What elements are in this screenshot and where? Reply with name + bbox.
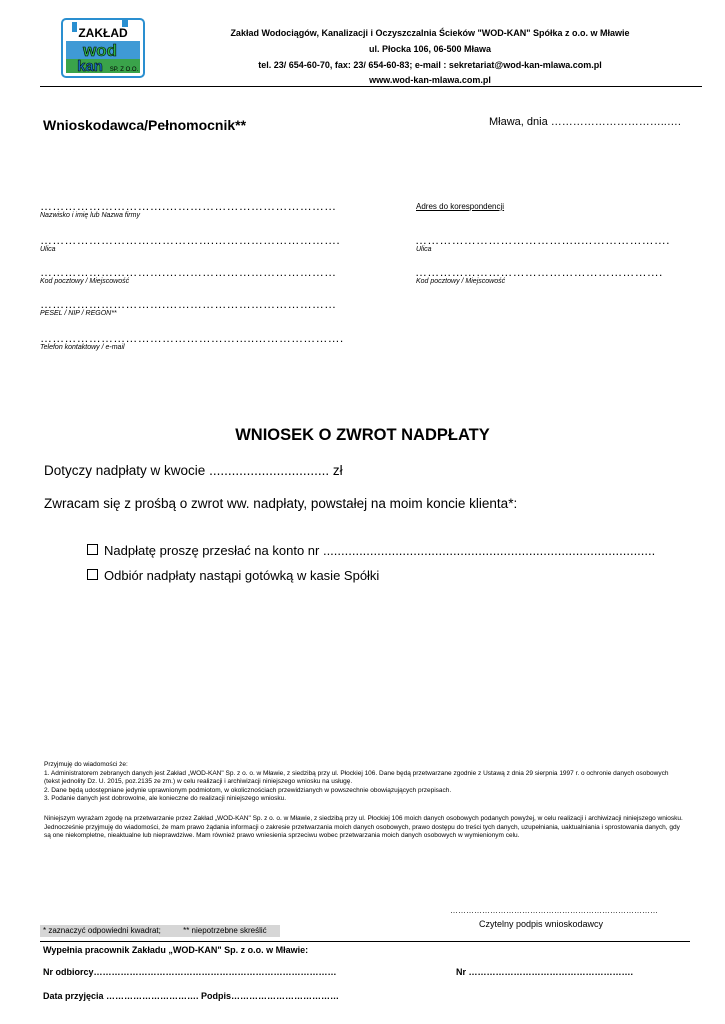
staff-heading: Wypełnia pracownik Zakładu „WOD-KAN" Sp. z o.o. w Mławie: (43, 945, 309, 955)
legal-notice (44, 761, 684, 804)
legal-point-2: 2. Dane będą udostępniane jedynie uprawnionym podmiotom, w okolicznościach przewidzianych w powszechnie obowiązujących przepisach. (44, 786, 452, 794)
name-field[interactable]: ………………………….…………………………………… (40, 199, 337, 213)
logo-wod-text: wod (83, 41, 117, 60)
applicant-heading: Wnioskodawca/Pełnomocnik** (43, 117, 247, 133)
pesel-nip-regon-field-caption: PESEL / NIP / REGON** (40, 310, 117, 317)
city-date-field[interactable]: Mława, dnia …………………………..…. (489, 116, 681, 128)
footnote-strike-note: ** niepotrzebne skreślić (183, 926, 267, 935)
receipt-date-sign-field[interactable]: Data przyjęcia …………………………. Podpis……………………………… (43, 991, 340, 1001)
cash-label: Odbiór nadpłaty nastąpi gotówką w kasie Spółki (104, 568, 380, 583)
footnote-bar (40, 925, 280, 937)
cash-checkbox[interactable] (87, 569, 98, 580)
amount-line[interactable]: Dotyczy nadpłaty w kwocie ................................ zł (44, 463, 343, 478)
logo-kan-text: kan (77, 58, 103, 75)
footnote-checkbox-note: * zaznaczyć odpowiedni kwadrat; (43, 926, 161, 935)
phone-email-field[interactable]: ……………………………………………..…………………. (40, 331, 344, 345)
company-logo (60, 17, 146, 79)
postal-city-field[interactable]: ………………………….…………………………………… (40, 265, 337, 279)
option-bank-transfer[interactable] (87, 543, 655, 558)
signature-caption: Czytelny podpis wnioskodawcy (479, 919, 604, 929)
corr-street-field-caption: Ulica (416, 246, 432, 253)
company-address: ul. Płocka 106, 06-500 Mława (368, 44, 492, 54)
street-field[interactable]: …………………………………….…………………………. (40, 233, 340, 247)
corr-street-field[interactable]: …………………………………..…………………. (415, 233, 670, 247)
staff-section-divider (40, 941, 690, 942)
correspondence-address-title: Adres do korespondencji (416, 202, 505, 211)
bank-transfer-checkbox[interactable] (87, 544, 98, 555)
logo-zaklad-text: ZAKŁAD (78, 26, 128, 40)
customer-number-field[interactable]: Nr odbiorcy……………………………………………………………………… (43, 967, 337, 977)
legal-point-1: 1. Administratorem zebranych danych jest Zakład „WOD-KAN" Sp. z o. o. w Mławie, z siedzibą przy ul. Płockiej 106. Dane będą przetwarzane zgodnie z Ustawą z dnia 29 sierpnia 1997 r. o ochronie danych osobowych (tekst jednolity Dz. U. 2015, poz.2135 ze zm.) w celu realizacji i archiwizacji niniejszego wniosku na usługę. (44, 769, 669, 786)
company-website: www.wod-kan-mlawa.com.pl (369, 75, 491, 85)
name-field-caption: Nazwisko i imię lub Nazwa firmy (40, 212, 140, 219)
request-line: Zwracam się z prośbą o zwrot ww. nadpłaty, powstałej na moim koncie klienta*: (44, 496, 518, 511)
bank-transfer-label: Nadpłatę proszę przesłać na konto nr ............................................................................................ (104, 543, 656, 558)
legal-intro: Przyjmuję do wiadomości że: (44, 761, 128, 768)
signature-field[interactable]: …………………………………………………………………… (450, 906, 658, 915)
street-field-caption: Ulica (40, 246, 56, 253)
header-divider (40, 86, 702, 87)
option-cash[interactable] (87, 568, 379, 583)
pesel-nip-regon-field[interactable]: ………………………….…………………………………… (40, 297, 337, 311)
logo-suffix-text: SP. Z O.O. (109, 67, 139, 73)
legal-point-3: 3. Podanie danych jest dobrowolne, ale konieczne do realizacji niniejszego wniosku. (44, 795, 287, 803)
company-contact: tel. 23/ 654-60-70, fax: 23/ 654-60-83; e-mail : sekretariat@wod-kan-mlawa.com.pl (258, 60, 602, 70)
phone-email-field-caption: Telefon kontaktowy / e-mail (40, 344, 125, 351)
form-title: WNIOSEK O ZWROT NADPŁATY (235, 426, 490, 444)
postal-city-field-caption: Kod pocztowy / Miejscowość (40, 278, 130, 285)
consent-text: Niniejszym wyrażam zgodę na przetwarzanie przez Zakład „WOD-KAN" Sp. z o. o. w Mławie, z siedzibą przy ul. Płockiej 106 moich danych osobowych podanych powyżej, w celu realizacji i archiwizacji niniejszego wniosku. Jednocześnie przyjmuję do wiadomości, że mam prawo żądania informacji o zakresie przetwarzania moich danych osobowych, prawo dostępu do treści tych danych, uzupełniania, uaktualniania i sprostowania danych, gdy są one niekompletne, nieaktualne lub nieprawdziwe. Mam również prawo wniesienia sprzeciwu wobec przetwarzania moich danych osobowych w wymienionym celu. (44, 815, 683, 840)
corr-postal-city-field-caption: Kod pocztowy / Miejscowość (416, 278, 506, 285)
number-field[interactable]: Nr ………………………………………………. (456, 967, 634, 977)
company-name: Zakład Wodociągów, Kanalizacji i Oczyszczalnia Ścieków "WOD-KAN" Spółka z o.o. w Mławie (230, 28, 630, 38)
corr-postal-city-field[interactable]: ……………………………………………………. (415, 265, 663, 279)
